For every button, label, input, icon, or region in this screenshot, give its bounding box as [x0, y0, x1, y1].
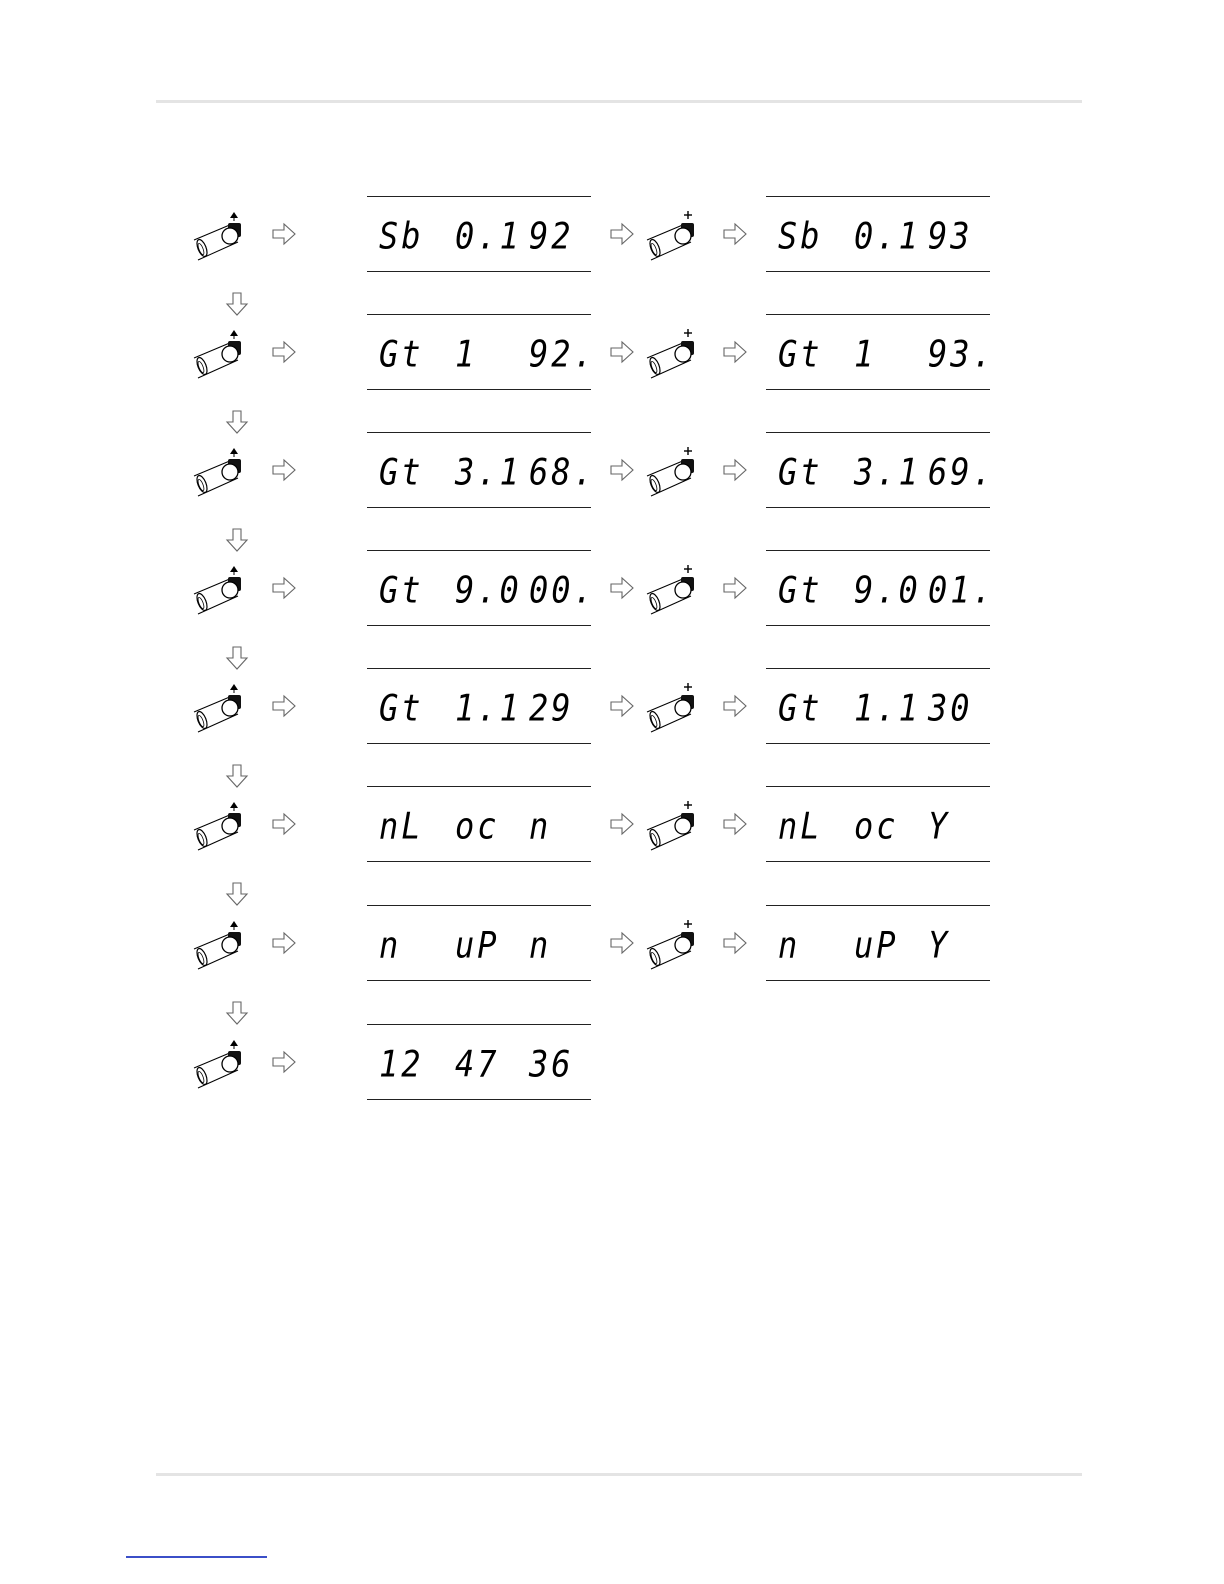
lcd-segment-text: 0.1 — [455, 213, 522, 258]
lcd-segment-text: 29 — [529, 685, 574, 730]
lcd-segment-text: 9.0 — [854, 567, 921, 612]
lcd-segment-text: 12 — [379, 1041, 424, 1086]
arrow-right-icon — [609, 576, 635, 600]
lcd-segment-text: nL — [778, 803, 823, 848]
knob-select-icon[interactable] — [188, 444, 250, 500]
sequence-step — [0, 1024, 1224, 1100]
lcd-segment-text: n — [379, 922, 402, 967]
lcd-segment-text: uP — [854, 922, 899, 967]
lcd-segment-text: 1 — [455, 331, 478, 376]
lcd-segment-text: Gt — [379, 449, 424, 494]
arrow-right-icon — [271, 576, 297, 600]
lcd-display — [367, 314, 596, 390]
lcd-segment-text: Y — [928, 803, 951, 848]
arrow-right-icon — [609, 458, 635, 482]
lcd-segment-text: n — [529, 922, 552, 967]
lcd-display — [367, 550, 596, 626]
lcd-segment-text: oc — [854, 803, 899, 848]
lcd-segment-text: 3.1 — [455, 449, 522, 494]
lcd-segment-text: Gt — [379, 685, 424, 730]
arrow-right-icon — [609, 931, 635, 955]
arrow-right-icon — [609, 812, 635, 836]
lcd-display — [766, 314, 995, 390]
arrow-right-icon — [271, 458, 297, 482]
lcd-segment-text: 1.1 — [854, 685, 921, 730]
knob-select-icon[interactable] — [188, 680, 250, 736]
lcd-segment-text: 00. — [529, 567, 596, 612]
knob-select-icon[interactable] — [188, 1036, 250, 1092]
arrow-right-icon — [271, 222, 297, 246]
lcd-segment-text: 1.1 — [455, 685, 522, 730]
lcd-segment-text: Gt — [778, 567, 823, 612]
lcd-segment-text: n — [778, 922, 801, 967]
knob-select-icon[interactable] — [188, 326, 250, 382]
lcd-display — [766, 196, 990, 272]
lcd-segment-text: 1 — [854, 331, 877, 376]
lcd-display — [367, 786, 591, 862]
lcd-display — [766, 550, 995, 626]
lcd-segment-text: 36 — [529, 1041, 574, 1086]
lcd-display — [766, 786, 990, 862]
arrow-down-icon — [225, 1000, 249, 1026]
lcd-segment-text: 3.1 — [854, 449, 921, 494]
knob-increment-icon[interactable] — [641, 208, 703, 264]
lcd-segment-text: 92. — [529, 331, 596, 376]
header-rule — [156, 100, 1082, 103]
lcd-segment-text: nL — [379, 803, 424, 848]
arrow-right-icon — [722, 340, 748, 364]
lcd-segment-text: 30 — [928, 685, 973, 730]
arrow-right-icon — [722, 458, 748, 482]
arrow-right-icon — [722, 812, 748, 836]
sequence-step — [0, 668, 1224, 744]
arrow-right-icon — [609, 340, 635, 364]
knob-increment-icon[interactable] — [641, 798, 703, 854]
knob-increment-icon[interactable] — [641, 917, 703, 973]
knob-select-icon[interactable] — [188, 208, 250, 264]
lcd-segment-text: 68. — [529, 449, 596, 494]
sequence-step — [0, 314, 1224, 390]
lcd-display — [766, 905, 990, 981]
arrow-right-icon — [271, 1050, 297, 1074]
lcd-segment-text: 69. — [928, 449, 995, 494]
knob-increment-icon[interactable] — [641, 562, 703, 618]
sequence-step — [0, 550, 1224, 626]
arrow-right-icon — [722, 222, 748, 246]
lcd-segment-text: oc — [455, 803, 500, 848]
sequence-step — [0, 786, 1224, 862]
lcd-segment-text: Y — [928, 922, 951, 967]
lcd-display — [367, 668, 591, 744]
lcd-segment-text: Gt — [379, 567, 424, 612]
knob-increment-icon[interactable] — [641, 444, 703, 500]
arrow-right-icon — [722, 694, 748, 718]
lcd-display — [367, 1024, 591, 1100]
lcd-segment-text: 9.0 — [455, 567, 522, 612]
arrow-down-icon — [225, 881, 249, 907]
lcd-segment-text: 93 — [928, 213, 973, 258]
arrow-right-icon — [271, 931, 297, 955]
lcd-segment-text: n — [529, 803, 552, 848]
lcd-segment-text: 92 — [529, 213, 574, 258]
lcd-segment-text: Gt — [379, 331, 424, 376]
footer-rule — [156, 1473, 1082, 1476]
lcd-segment-text: Gt — [778, 685, 823, 730]
lcd-segment-text: Gt — [778, 331, 823, 376]
knob-select-icon[interactable] — [188, 562, 250, 618]
arrow-right-icon — [271, 812, 297, 836]
sequence-step — [0, 905, 1224, 981]
knob-increment-icon[interactable] — [641, 680, 703, 736]
arrow-right-icon — [271, 694, 297, 718]
arrow-right-icon — [609, 694, 635, 718]
lcd-segment-text: uP — [455, 922, 500, 967]
footer-link-underline — [126, 1556, 267, 1558]
knob-increment-icon[interactable] — [641, 326, 703, 382]
knob-select-icon[interactable] — [188, 917, 250, 973]
lcd-display — [367, 432, 596, 508]
lcd-display — [766, 668, 990, 744]
knob-select-icon[interactable] — [188, 798, 250, 854]
lcd-segment-text: 0.1 — [854, 213, 921, 258]
arrow-right-icon — [722, 576, 748, 600]
lcd-segment-text: 93. — [928, 331, 995, 376]
lcd-display — [367, 196, 591, 272]
lcd-segment-text: Sb — [379, 213, 424, 258]
sequence-step — [0, 432, 1224, 508]
lcd-segment-text: Gt — [778, 449, 823, 494]
arrow-right-icon — [271, 340, 297, 364]
lcd-segment-text: 01. — [928, 567, 995, 612]
lcd-segment-text: 47 — [455, 1041, 500, 1086]
lcd-segment-text: Sb — [778, 213, 823, 258]
sequence-step — [0, 196, 1224, 272]
lcd-display — [367, 905, 591, 981]
arrow-right-icon — [609, 222, 635, 246]
lcd-display — [766, 432, 995, 508]
arrow-right-icon — [722, 931, 748, 955]
